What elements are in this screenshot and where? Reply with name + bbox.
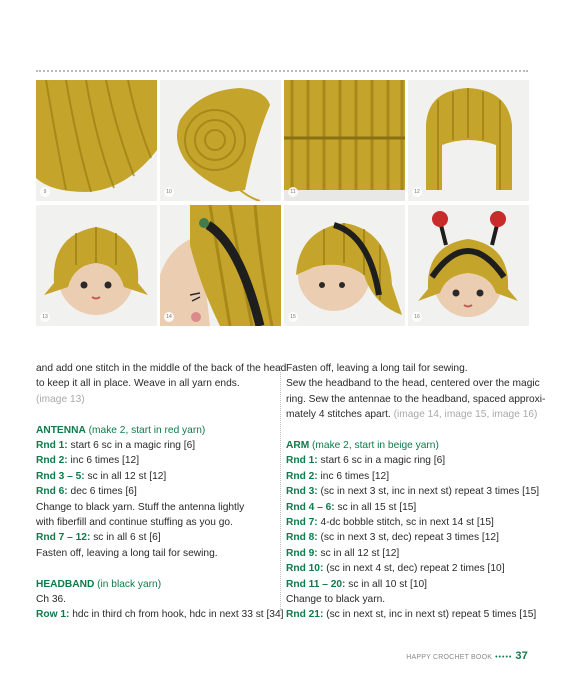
body-line: and add one stitch in the middle of the back of the head bbox=[36, 363, 287, 374]
photo-number: 13 bbox=[40, 312, 50, 322]
photo-number: 9 bbox=[40, 187, 50, 197]
photo-number: 12 bbox=[412, 187, 422, 197]
body-line: Change to black yarn. bbox=[286, 594, 386, 606]
body-line: mately 4 stitches apart. (image 14, image 15, image 16) bbox=[286, 409, 538, 421]
section-heading-headband: HEADBAND (in black yarn) bbox=[36, 578, 162, 590]
book-title: HAPPY CROCHET BOOK bbox=[406, 654, 493, 661]
round-line: Rnd 4 – 6: sc in all 15 st [15] bbox=[286, 501, 417, 513]
photo-15 bbox=[284, 205, 405, 326]
image-ref: (image 14, image 15, image 16) bbox=[390, 409, 538, 421]
body-line: to keep it all in place. Weave in all yarn ends. bbox=[36, 378, 240, 390]
footer-dots: ••••• bbox=[495, 654, 513, 661]
body-line: Change to black yarn. Stuff the antenna lightly bbox=[36, 501, 245, 513]
round-line: Rnd 9: sc in all 12 st [12] bbox=[286, 547, 400, 559]
photo-16 bbox=[408, 205, 529, 326]
top-dotted-rule bbox=[36, 70, 528, 72]
photo-number: 10 bbox=[164, 187, 174, 197]
body-line: with fiberfill and continue stuffing as you go. bbox=[36, 517, 233, 529]
round-line: Rnd 1: start 6 sc in a magic ring [6] bbox=[286, 455, 446, 467]
round-line: Rnd 6: dec 6 times [6] bbox=[36, 486, 137, 498]
right-text-column bbox=[286, 361, 545, 623]
photo-11 bbox=[284, 80, 405, 201]
photo-number: 15 bbox=[288, 312, 298, 322]
round-line: Rnd 3 – 5: sc in all 12 st [12] bbox=[36, 470, 167, 482]
round-line: Rnd 3: (sc in next 3 st, inc in next st) repeat 3 times [15] bbox=[286, 486, 540, 498]
round-line: Rnd 8: (sc in next 3 st, dec) repeat 3 times [12] bbox=[286, 532, 499, 544]
photo-10 bbox=[160, 80, 281, 201]
round-line: Row 1: hdc in third ch from hook, hdc in next 33 st [34] bbox=[36, 609, 284, 621]
photo-12 bbox=[408, 80, 529, 201]
round-line: Rnd 7: 4-dc bobble stitch, sc in next 14 st [15] bbox=[286, 517, 494, 529]
photo-14 bbox=[160, 205, 281, 326]
round-line: Rnd 21: (sc in next st, inc in next st) repeat 5 times [15] bbox=[286, 609, 537, 621]
photo-13 bbox=[36, 205, 157, 326]
body-line: Fasten off, leaving a long tail for sewing. bbox=[286, 363, 468, 374]
photo-number: 16 bbox=[412, 312, 422, 322]
photo-number: 14 bbox=[164, 312, 174, 322]
section-heading-arm: ARM (make 2, start in beige yarn) bbox=[286, 440, 439, 452]
left-text-column bbox=[36, 361, 286, 623]
round-line: Rnd 1: start 6 sc in a magic ring [6] bbox=[36, 440, 196, 452]
round-line: Rnd 11 – 20: sc in all 10 st [10] bbox=[286, 578, 427, 590]
body-line: Fasten off, leaving a long tail for sewing. bbox=[36, 547, 218, 559]
page-footer bbox=[406, 650, 528, 662]
round-line: Rnd 2: inc 6 times [12] bbox=[36, 455, 140, 467]
column-divider bbox=[280, 365, 281, 611]
page-number: 37 bbox=[515, 650, 528, 662]
body-line: Sew the headband to the head, centered over the magic bbox=[286, 378, 540, 390]
round-line: Rnd 10: (sc in next 4 st, dec) repeat 2 times [10] bbox=[286, 563, 505, 575]
image-ref: (image 13) bbox=[36, 393, 85, 405]
body-line: ring. Sew the antennae to the headband, spaced approxi- bbox=[286, 393, 546, 405]
body-line: Ch 36. bbox=[36, 594, 67, 606]
photo-number: 11 bbox=[288, 187, 298, 197]
photo-9 bbox=[36, 80, 157, 201]
round-line: Rnd 2: inc 6 times [12] bbox=[286, 470, 390, 482]
round-line: Rnd 7 – 12: sc in all 6 st [6] bbox=[36, 532, 161, 544]
section-heading-antenna: ANTENNA (make 2, start in red yarn) bbox=[36, 424, 206, 436]
